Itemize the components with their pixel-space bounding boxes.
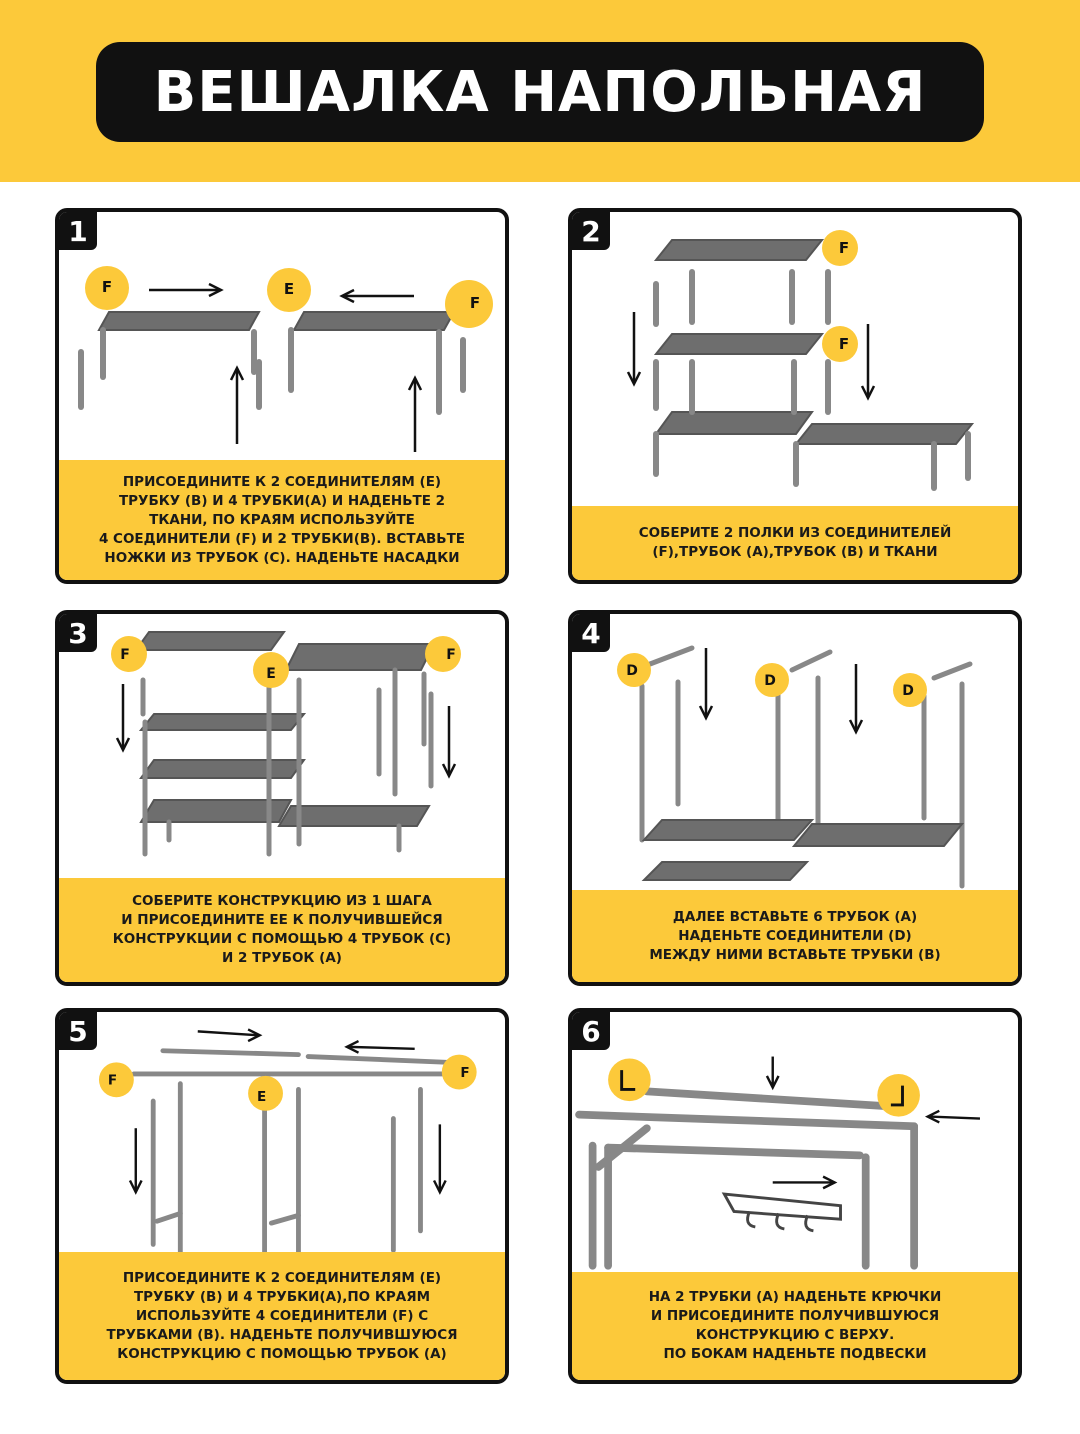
step-5-caption: ПРИСОЕДИНИТЕ К 2 СОЕДИНИТЕЛЯМ (Е) ТРУБКУ (В) И 4 ТРУБКИ(А),ПО КРАЯМ ИСПОЛЬЗУЙТЕ 4 СОЕДИНИТЕЛИ (F) С ТРУБКАМИ (В). НАДЕНЬТЕ ПОЛУЧИВШУЮСЯ КОНСТРУКЦИЮ С ПОМОЩЬЮ ТРУБОК (А) [106, 1269, 458, 1362]
connector-label: D [626, 663, 638, 679]
step-card-4 [568, 610, 1022, 986]
connector-label: F [460, 1064, 470, 1081]
step-4-caption-box [572, 890, 1018, 982]
step-number: 3 [59, 614, 97, 652]
connector-label: D [764, 673, 776, 689]
connector-label: F [838, 335, 850, 353]
step-6-caption-box [572, 1272, 1018, 1380]
step-5-caption-box [59, 1252, 505, 1380]
step-2-caption-box [572, 506, 1018, 580]
title-banner [96, 42, 984, 142]
step-1-caption-box [59, 460, 505, 580]
step-6-caption: НА 2 ТРУБКИ (А) НАДЕНЬТЕ КРЮЧКИ И ПРИСОЕДИНИТЕ ПОЛУЧИВШУЮСЯ КОНСТРУКЦИЮ С ВЕРХУ. ПО БОКАМ НАДЕНЬТЕ ПОДВЕСКИ [648, 1289, 942, 1362]
step-number: 6 [572, 1012, 610, 1050]
step-card-3 [55, 610, 509, 986]
step-number: 4 [572, 614, 610, 652]
page-title: ВЕШАЛКА НАПОЛЬНАЯ [153, 59, 927, 125]
connector-label: F [101, 278, 113, 296]
connector-label: E [266, 666, 276, 682]
connector-label: D [902, 683, 914, 699]
step-number: 2 [572, 212, 610, 250]
step-3-caption: СОБЕРИТЕ КОНСТРУКЦИЮ ИЗ 1 ШАГА И ПРИСОЕДИНИТЕ ЕЕ К ПОЛУЧИВШЕЙСЯ КОНСТРУКЦИИ С ПОМОЩЬЮ 4 ТРУБОК (С) И 2 ТРУБОК (А) [112, 893, 452, 966]
step-card-5 [55, 1008, 509, 1384]
step-3-caption-box [59, 878, 505, 982]
connector-label: F [838, 239, 850, 257]
connector-label: F [107, 1072, 118, 1089]
connector-label: F [446, 647, 456, 663]
connector-label: F [120, 647, 130, 663]
step-card-6 [568, 1008, 1022, 1384]
step-4-caption: ДАЛЕЕ ВСТАВЬТЕ 6 ТРУБОК (А) НАДЕНЬТЕ СОЕДИНИТЕЛИ (D) МЕЖДУ НИМИ ВСТАВЬТЕ ТРУБКИ (В) [649, 908, 941, 963]
connector-label: F [469, 294, 481, 312]
step-1-caption: ПРИСОЕДИНИТЕ К 2 СОЕДИНИТЕЛЯМ (Е) ТРУБКУ (В) И 4 ТРУБКИ(А) И НАДЕНЬТЕ 2 ТКАНИ, ПО КРАЯМ ИСПОЛЬЗУЙТЕ 4 СОЕДИНИТЕЛИ (F) И 2 ТРУБКИ(В). ВСТАВЬТЕ НОЖКИ ИЗ ТРУБОК (С). НАДЕНЬТЕ НАСАДКИ [98, 473, 466, 566]
step-card-1 [55, 208, 509, 584]
step-2-caption: СОБЕРИТЕ 2 ПОЛКИ ИЗ СОЕДИНИТЕЛЕЙ (F),ТРУБОК (А),ТРУБОК (В) И ТКАНИ [638, 525, 952, 560]
connector-label: E [257, 1089, 267, 1106]
step-number: 5 [59, 1012, 97, 1050]
connector-label: E [283, 280, 295, 298]
step-card-2 [568, 208, 1022, 584]
step-number: 1 [59, 212, 97, 250]
